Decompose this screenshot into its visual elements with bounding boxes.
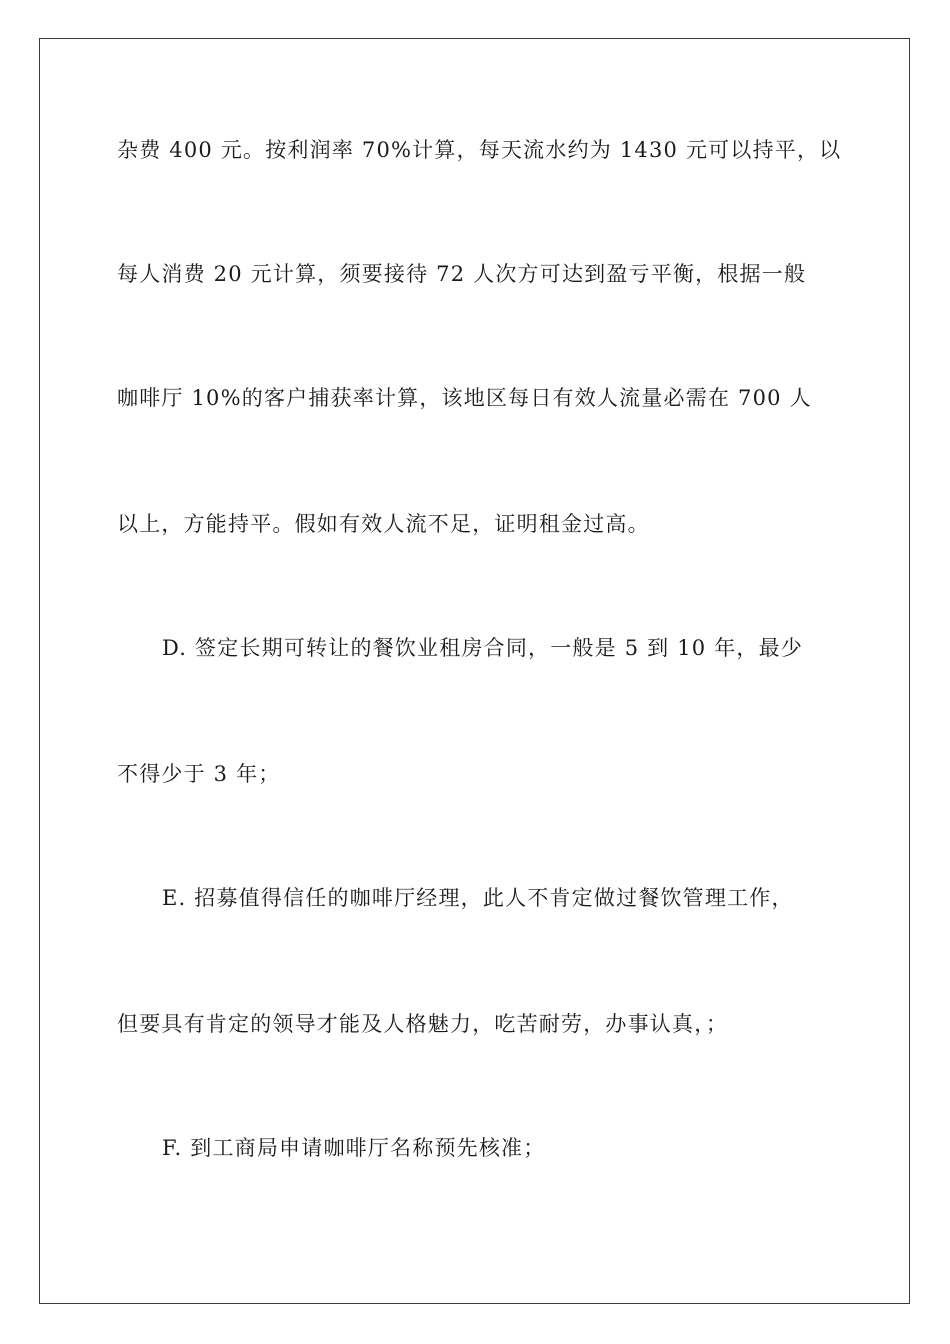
- list-item-d-line-2: 不得少于 3 年；: [117, 762, 281, 786]
- list-item-e-line-2: 但要具有肯定的领导才能及人格魅力，吃苦耐劳，办事认真，；: [117, 1012, 729, 1036]
- paragraph-line-4: 以上，方能持平。假如有效人流不足，证明租金过高。: [117, 512, 650, 536]
- paragraph-line-1: 杂费 400 元。按利润率 70%计算，每天流水约为 1430 元可以持平，以: [117, 138, 842, 162]
- list-item-d-line-1: D. 签定长期可转让的餐饮业租房合同，一般是 5 到 10 年，最少: [162, 636, 804, 660]
- page-border: [39, 38, 910, 1304]
- list-item-f: F. 到工商局申请咖啡厅名称预先核准；: [162, 1136, 546, 1160]
- paragraph-line-3: 咖啡厅 10%的客户捕获率计算，该地区每日有效人流量必需在 700 人: [117, 386, 812, 410]
- list-item-e-line-1: E. 招募值得信任的咖啡厅经理，此人不肯定做过餐饮管理工作，: [162, 886, 794, 910]
- paragraph-line-2: 每人消费 20 元计算，须要接待 72 人次方可达到盈亏平衡，根据一般: [117, 262, 807, 286]
